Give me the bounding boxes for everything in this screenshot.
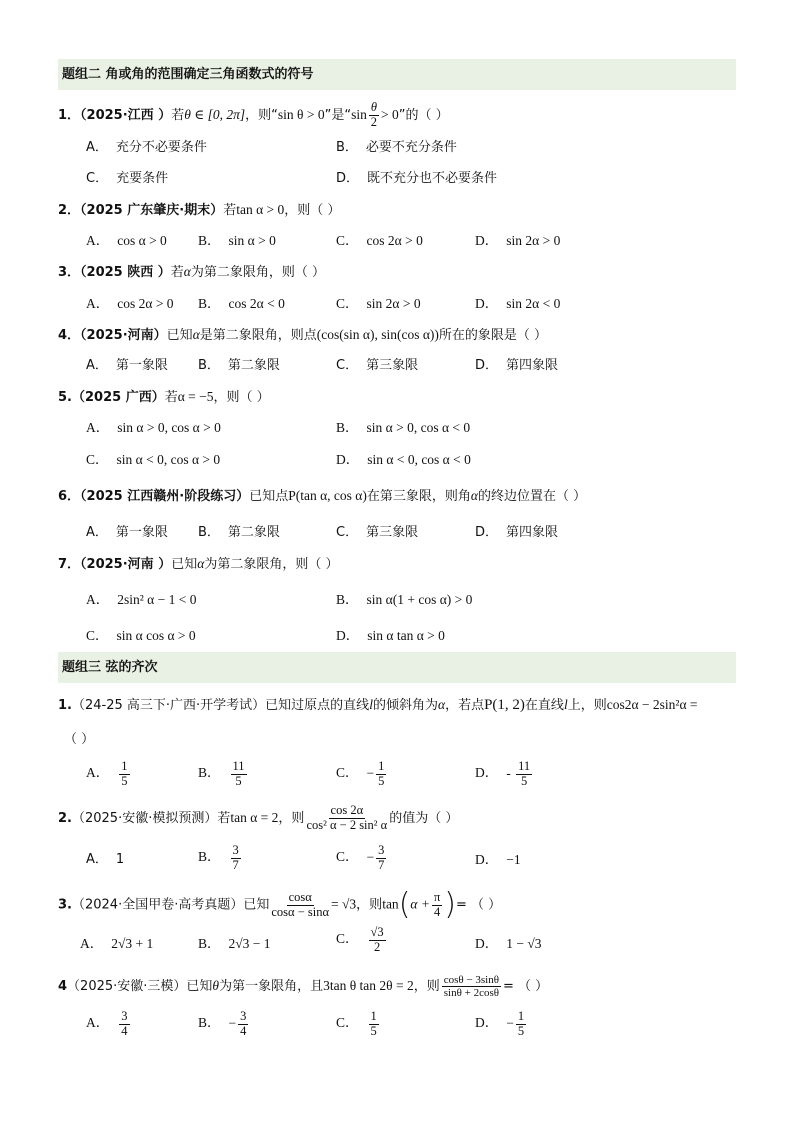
fraction-numerator: 11 (518, 759, 531, 773)
question-text: 在第三象限，则角 (366, 489, 471, 504)
option-label: A． (86, 296, 110, 311)
option-text: sin α cos α > 0 (116, 628, 196, 643)
question-source: （24-25 高三下·广西·开学考试） (71, 698, 266, 713)
question-text: 若 (217, 810, 231, 826)
option-label: A． (80, 936, 104, 951)
option-text: 充分不必要条件 (115, 140, 207, 155)
option-c[interactable] (336, 926, 388, 955)
question-2-1 (58, 101, 449, 130)
option-a[interactable] (86, 850, 124, 870)
math-expression: α + (410, 896, 430, 912)
question-text: 若 (171, 107, 185, 123)
option-d[interactable] (336, 450, 471, 470)
option-d[interactable] (336, 169, 497, 189)
question-2-3 (58, 262, 325, 283)
option-c[interactable] (336, 844, 388, 873)
question-text: 是第二象限角，则点 (199, 328, 317, 343)
option-a[interactable] (86, 231, 167, 251)
fraction-numerator: π (433, 889, 441, 904)
math-expression: tan (382, 896, 399, 912)
math-expression: α (437, 697, 446, 712)
option-label: D． (336, 628, 360, 643)
option-label: B． (198, 296, 221, 311)
option-text: 第二象限 (227, 525, 280, 540)
math-expression: cos2α − 2sin²α = (606, 697, 698, 712)
option-label: C． (336, 233, 359, 248)
question-text: 为第二象限角，则（ ） (204, 557, 339, 572)
option-text: cos 2α < 0 (228, 296, 285, 311)
math-expression: θ (212, 978, 220, 994)
option-label: C． (336, 849, 359, 865)
option-b[interactable] (198, 523, 280, 543)
fraction-denominator: 5 (235, 773, 242, 788)
option-label: D． (336, 171, 360, 186)
question-text: 已知 (186, 979, 213, 995)
option-text: 充要条件 (116, 171, 169, 186)
fraction-numerator: 1 (378, 759, 385, 773)
question-3-1-paren (64, 730, 94, 750)
option-b[interactable] (336, 138, 457, 158)
fraction (369, 926, 386, 955)
option-b[interactable] (198, 294, 285, 314)
question-source: （2024·全国甲卷·高考真题） (71, 897, 244, 913)
fraction-numerator: 3 (240, 1009, 247, 1023)
option-label: C． (336, 525, 359, 540)
fraction-numerator: cosθ − 3sinθ (443, 974, 500, 986)
option-label: B． (198, 358, 220, 373)
fraction-denominator: 4 (434, 904, 441, 919)
question-source: （2025 江西赣州·阶段练习） (80, 489, 250, 504)
option-a[interactable] (80, 934, 153, 954)
option-label: C． (336, 765, 359, 781)
minus-sign: − (366, 849, 375, 865)
option-label: A． (86, 592, 110, 607)
question-text: 已知 (243, 897, 270, 913)
fraction-denominator: 4 (240, 1023, 247, 1038)
option-label: A． (86, 233, 110, 248)
option-b[interactable] (336, 418, 470, 438)
left-paren: ( (398, 887, 411, 922)
option-text: sin α > 0, cos α < 0 (366, 420, 471, 435)
question-number: 3． (58, 265, 81, 280)
fraction-denominator: 5 (517, 1023, 525, 1038)
option-text: sin α(1 + cos α) > 0 (366, 592, 473, 607)
option-c[interactable] (86, 450, 220, 470)
question-number: 1． (58, 107, 81, 123)
option-label: A． (86, 1015, 110, 1031)
option-b[interactable] (198, 934, 271, 954)
option-text: 2sin² α − 1 < 0 (117, 592, 197, 607)
option-b[interactable] (198, 760, 249, 789)
option-a[interactable] (86, 418, 221, 438)
question-source: （2025 广西） (71, 390, 165, 405)
question-text: 若 (223, 203, 237, 218)
math-expression: > 0 (380, 106, 399, 122)
minus-sign: − (228, 1015, 237, 1031)
fraction-denominator: 2 (370, 114, 378, 129)
option-b[interactable] (198, 356, 280, 376)
option-b[interactable] (198, 844, 243, 873)
option-c[interactable] (336, 231, 423, 251)
option-label: C． (336, 296, 359, 311)
option-label: D． (475, 1015, 499, 1031)
math-expression: sin θ > 0 (277, 106, 325, 122)
option-label: C． (86, 452, 109, 467)
fraction-denominator: 4 (121, 1023, 128, 1038)
option-d[interactable] (475, 850, 521, 870)
option-b[interactable] (198, 1010, 250, 1039)
fraction-numerator: θ (370, 100, 377, 114)
fraction (516, 1010, 526, 1039)
option-label: B． (198, 233, 221, 248)
question-3-2 (58, 804, 458, 833)
option-c[interactable] (336, 760, 388, 789)
option-d[interactable] (475, 934, 542, 954)
fraction (231, 844, 241, 873)
math-expression: P(1, 2) (484, 697, 525, 713)
option-d[interactable] (336, 626, 445, 646)
math-expression: α (192, 327, 200, 342)
fraction (369, 1010, 379, 1039)
option-label: C． (86, 628, 109, 643)
fraction-numerator: √3 (370, 925, 384, 939)
question-source: （2025 广东肇庆·期末） (80, 203, 224, 218)
fraction (376, 760, 386, 789)
fraction (432, 891, 442, 920)
question-text: ，则（ ） (213, 390, 270, 405)
math-expression: (cos(sin α), sin(cos α)) (316, 327, 439, 342)
question-text: ，若点 (445, 698, 485, 713)
option-d[interactable] (475, 231, 560, 251)
question-text: 为第一象限角，且 (219, 979, 324, 995)
math-expression: sin (351, 106, 367, 122)
fraction-denominator: cosα − sinα (271, 904, 330, 919)
question-2-4 (58, 325, 547, 346)
question-3-1 (58, 695, 698, 716)
option-label: B． (198, 1015, 221, 1031)
fraction (238, 1010, 248, 1039)
option-text: 既不充分也不必要条件 (367, 171, 498, 186)
fraction-numerator: 1 (517, 1009, 525, 1023)
fraction (231, 760, 247, 789)
option-c[interactable] (86, 626, 196, 646)
question-text: = （ ） (456, 897, 502, 913)
option-d[interactable] (475, 523, 558, 543)
question-3-4 (58, 974, 548, 999)
option-text: 2√3 + 1 (111, 936, 154, 951)
fraction-denominator: cos² α − 2 sin² α (306, 817, 388, 832)
math-expression: α (470, 488, 478, 503)
answer-paren: （ ） (64, 732, 95, 747)
option-text: cos 2α > 0 (117, 296, 174, 311)
fraction (376, 844, 386, 873)
fraction-numerator: 3 (378, 843, 385, 857)
math-expression: l (369, 697, 373, 712)
option-text: 第三象限 (366, 358, 419, 373)
option-text: 第一象限 (115, 358, 168, 373)
fraction-denominator: 5 (121, 773, 128, 788)
fraction (306, 804, 387, 833)
option-text: 1 − √3 (506, 936, 542, 951)
option-label: A． (86, 525, 108, 540)
question-text: = （ ） (503, 979, 549, 995)
question-text: 的终边位置在（ ） (477, 489, 587, 504)
option-text: cos 2α > 0 (366, 233, 423, 248)
fraction-numerator: 11 (232, 759, 245, 773)
option-label: C． (336, 358, 359, 373)
option-label: C． (336, 931, 359, 947)
fraction (119, 760, 129, 789)
fraction-numerator: cosα (288, 889, 312, 904)
option-a[interactable] (86, 138, 207, 158)
question-text: ，则（ ） (284, 203, 341, 218)
option-label: D． (475, 936, 499, 951)
option-text: 第一象限 (115, 525, 168, 540)
question-number: 3. (58, 897, 72, 913)
right-paren: ) (444, 887, 457, 922)
math-expression: P(tan α, cos α) (288, 488, 367, 503)
question-number: 1. (58, 698, 72, 713)
fraction-numerator: 3 (232, 843, 239, 857)
math-expression: α (197, 556, 205, 571)
option-label: B． (198, 849, 221, 865)
option-label: A． (86, 765, 110, 781)
question-text: ，则 (413, 979, 440, 995)
math-expression: tan α = 2 (230, 809, 279, 825)
fraction-denominator: 5 (521, 773, 528, 788)
option-label: C． (86, 171, 109, 186)
option-text: 2√3 − 1 (228, 936, 271, 951)
question-text: 为第二象限角，则（ ） (190, 265, 326, 280)
option-label: D． (336, 452, 360, 467)
minus-sign: − (366, 765, 375, 781)
question-number: 5. (58, 390, 72, 405)
question-number: 4 (58, 979, 68, 995)
fraction (271, 891, 329, 920)
option-label: A． (86, 852, 108, 867)
fraction-numerator: cos 2α (330, 803, 364, 817)
question-text: 已知 (171, 557, 198, 572)
question-text: 已知点 (249, 489, 289, 504)
math-expression: = √3 (331, 896, 357, 912)
option-text: sin α > 0 (228, 233, 276, 248)
option-c[interactable] (336, 523, 418, 543)
option-a[interactable] (86, 590, 196, 610)
question-2-5 (58, 387, 270, 408)
option-label: A． (86, 420, 110, 435)
math-expression: α (183, 264, 191, 279)
option-label: B． (336, 592, 359, 607)
fraction-denominator: 2 (373, 939, 381, 954)
fraction-numerator: 1 (370, 1009, 377, 1023)
question-text: 的倾斜角为 (372, 698, 438, 713)
question-source: （2025·江西 ） (80, 107, 172, 123)
math-expression: α = −5 (177, 389, 214, 404)
question-number: 4． (58, 328, 81, 343)
question-number: 7． (58, 557, 81, 572)
option-text: sin 2α > 0 (506, 233, 561, 248)
question-text: ”是“ (324, 107, 352, 123)
fraction-denominator: 7 (378, 857, 385, 872)
question-text: 所在的象限是（ ） (438, 328, 548, 343)
option-d[interactable] (475, 1010, 528, 1039)
fraction-numerator: 3 (121, 1009, 128, 1023)
question-text: 已知 (166, 328, 193, 343)
fraction-denominator: 5 (370, 1023, 377, 1038)
option-label: B． (198, 936, 221, 951)
option-text: 第四象限 (506, 525, 559, 540)
question-2-2 (58, 200, 340, 221)
question-2-6 (58, 486, 586, 507)
option-label: A． (86, 140, 108, 155)
option-label: C． (336, 1015, 359, 1031)
question-number: 6． (58, 489, 81, 504)
option-a[interactable] (86, 356, 168, 376)
fraction-denominator: 5 (378, 773, 385, 788)
question-text: 的值为（ ） (389, 810, 459, 826)
option-label: B． (336, 140, 358, 155)
option-text: sin α < 0, cos α < 0 (367, 452, 471, 467)
option-text: 必要不充分条件 (365, 140, 457, 155)
option-a[interactable] (86, 1010, 132, 1039)
option-text: sin α < 0, cos α > 0 (116, 452, 221, 467)
option-label: D． (475, 358, 499, 373)
question-2-7 (58, 554, 338, 575)
question-3-3 (58, 887, 502, 922)
option-c[interactable] (336, 294, 421, 314)
fraction (369, 101, 379, 130)
question-source: （2025·安徽·三模） (67, 979, 187, 995)
question-source: （2025 陕西 ） (80, 265, 171, 280)
option-c[interactable] (336, 356, 418, 376)
option-label: D． (475, 852, 499, 867)
question-number: 2. (58, 810, 72, 826)
option-d[interactable] (475, 294, 560, 314)
question-text: 若 (170, 265, 184, 280)
option-c[interactable] (336, 1010, 381, 1039)
option-label: A． (86, 358, 108, 373)
option-label: D． (475, 233, 499, 248)
question-text: ，则 (278, 810, 305, 826)
question-text: 已知过原点的直线 (265, 698, 370, 713)
question-text: ”的（ ） (398, 107, 449, 123)
option-text: 1 (115, 852, 125, 867)
option-a[interactable] (86, 294, 174, 314)
question-source: （2025·安徽·模拟预测） (71, 810, 218, 826)
fraction (442, 974, 501, 999)
option-label: B． (198, 765, 221, 781)
minus-sign: - (506, 765, 511, 781)
minus-sign: − (506, 1015, 514, 1031)
option-d[interactable] (475, 356, 558, 376)
option-text: sin 2α < 0 (506, 296, 561, 311)
fraction-denominator: sinθ + 2cosθ (443, 987, 500, 1000)
option-text: cos α > 0 (117, 233, 167, 248)
question-text: 上，则 (567, 698, 607, 713)
question-text: ，则“ (245, 107, 278, 123)
section-header-group-3: 题组三 弦的齐次 (58, 652, 736, 683)
option-text: sin α tan α > 0 (367, 628, 445, 643)
option-text: sin 2α > 0 (366, 296, 421, 311)
question-source: （2025·河南） (80, 328, 167, 343)
option-label: D． (475, 765, 499, 781)
math-expression: l (563, 697, 568, 712)
option-text: −1 (506, 852, 521, 867)
question-text: 在直线 (524, 698, 564, 713)
option-text: 第四象限 (506, 358, 559, 373)
math-expression: tan α > 0 (236, 202, 285, 217)
option-b[interactable] (336, 590, 472, 610)
section-header-group-2: 题组二 角或角的范围确定三角函数式的符号 (58, 59, 736, 90)
fraction-denominator: 7 (232, 857, 239, 872)
question-source: （2025·河南 ） (80, 557, 172, 572)
question-text: 若 (164, 390, 178, 405)
math-expression: θ ∈ [0, 2π] (184, 106, 246, 122)
option-text: sin α > 0, cos α > 0 (117, 420, 221, 435)
option-c[interactable] (86, 169, 168, 189)
fraction-numerator: 1 (121, 759, 128, 773)
option-a[interactable] (86, 760, 132, 789)
question-text: ，则 (356, 897, 383, 913)
option-label: D． (475, 296, 499, 311)
math-expression: 3tan θ tan 2θ = 2 (323, 978, 414, 994)
option-b[interactable] (198, 231, 276, 251)
question-number: 2． (58, 203, 81, 218)
option-d[interactable] (475, 760, 534, 789)
option-text: 第二象限 (227, 358, 280, 373)
option-a[interactable] (86, 523, 168, 543)
option-label: B． (198, 525, 220, 540)
fraction (119, 1010, 129, 1039)
fraction (516, 760, 532, 789)
option-label: D． (475, 525, 499, 540)
option-text: 第三象限 (366, 525, 419, 540)
option-label: B． (336, 420, 359, 435)
